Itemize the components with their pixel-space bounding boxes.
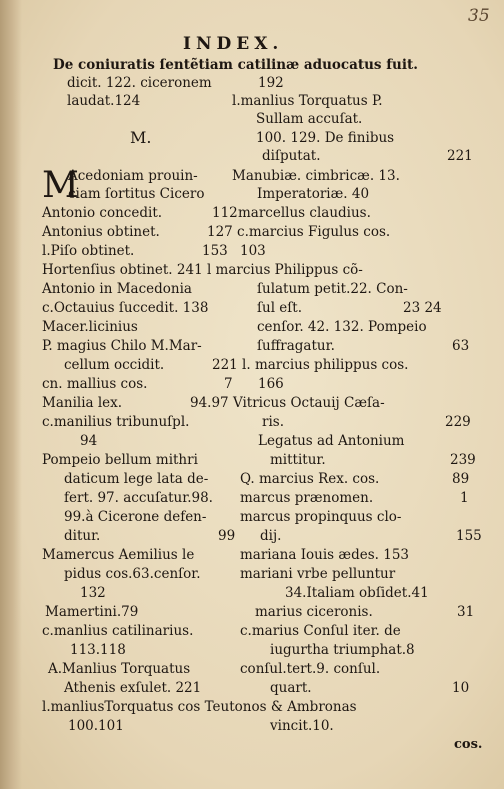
index-entry-line: l.manliusTorquatus cos Teutonos & Ambronas <box>42 699 357 715</box>
page-ref: 103 <box>240 243 266 259</box>
index-entry-line: P. magius Chilo M.Mar- <box>42 338 202 354</box>
index-entry-line: 94.97 Vitricus Octauij Cæſa- <box>190 395 385 411</box>
index-entry-line: Pompeio bellum mithri <box>42 452 198 468</box>
page-ref: 229 <box>445 414 471 430</box>
index-entry-line: ditur. <box>64 528 101 544</box>
index-entry-line: Manilia lex. <box>42 395 123 411</box>
index-entry-line: Legatus ad Antonium <box>258 433 405 449</box>
index-entry-line: 221 l. marcius philippus cos. <box>212 357 409 373</box>
page-ref: 99 <box>218 528 236 544</box>
page-ref: 192 <box>258 75 284 91</box>
index-entry-line: ſulatum petit.22. Con- <box>257 281 408 297</box>
index-entry-line: Antonio concedit. <box>42 205 163 221</box>
index-entry-line: c.manlius catilinarius. <box>42 623 194 639</box>
index-entry-line: ſul eſt. <box>257 300 303 316</box>
index-entry-line: mittitur. <box>270 452 326 468</box>
index-entry-line: ciam ſortitus Cicero <box>68 186 205 202</box>
index-entry-line: ſuffragatur. <box>257 338 335 354</box>
index-entry-line: Acedoniam prouin- <box>68 168 198 184</box>
page-ref: 89 <box>452 471 470 487</box>
index-entry-line: cellum occidit. <box>64 357 165 373</box>
index-entry-line: fert. 97. accuſatur.98. <box>64 490 213 506</box>
index-entry-line: Sullam accuſat. <box>256 111 363 127</box>
index-entry-line: marcus prænomen. <box>240 490 374 506</box>
index-entry-line: mariani vrbe pelluntur <box>240 566 396 582</box>
index-entry-line: 99.à Cicerone defen- <box>64 509 207 525</box>
index-entry-line: laudat.124 <box>67 93 141 109</box>
index-entry-line: ris. <box>262 414 284 430</box>
page-ref: 10 <box>452 680 470 696</box>
page-ref: 7 <box>224 376 233 392</box>
index-entry-line: iugurtha triumphat.8 <box>270 642 415 658</box>
page-ref: 1 <box>460 490 469 506</box>
page-ref: 94 <box>80 433 98 449</box>
catchword: cos. <box>454 737 483 752</box>
index-entry-line: l.Piſo obtinet. <box>42 243 135 259</box>
letter-section-heading: M. <box>130 128 152 147</box>
index-entry-line: Hortenſius obtinet. 241 l marcius Philippus cõ- <box>42 262 363 278</box>
page-gutter-shadow <box>0 0 22 789</box>
index-entry-line: Imperatoriæ. 40 <box>257 186 370 202</box>
page-ref: 100.101 <box>68 718 124 734</box>
page-ref: 23 24 <box>403 300 442 316</box>
index-entry-line: 100. 129. De finibus <box>256 130 395 146</box>
page-ref: 155 <box>456 528 482 544</box>
index-entry-line: quart. <box>270 680 312 696</box>
index-entry-line: dij. <box>260 528 282 544</box>
page-ref: 31 <box>457 604 475 620</box>
index-entry-line: c.marius Conſul iter. de <box>240 623 401 639</box>
index-entry-line: Antonio in Macedonia <box>42 281 192 297</box>
page-ref: 113.118 <box>70 642 126 658</box>
index-entry-line: dicit. 122. ciceronem <box>67 75 212 91</box>
page-ref: 132 <box>80 585 106 601</box>
drop-cap-initial: M <box>42 165 79 206</box>
index-entry-line: 127 c.marcius Figulus cos. <box>207 224 391 240</box>
index-entry-line: Manubiæ. cimbricæ. 13. <box>232 168 400 184</box>
index-entry-line: pidus cos.63.cenſor. <box>64 566 201 582</box>
page-ref: 63 <box>452 338 470 354</box>
index-entry-line: mariana Iouis ædes. 153 <box>240 547 409 563</box>
index-entry-line: A.Manlius Torquatus <box>48 661 191 677</box>
index-entry-line: conſul.tert.9. conſul. <box>240 661 381 677</box>
index-entry-line: cenſor. 42. 132. Pompeio <box>257 319 427 335</box>
index-entry-line: Q. marcius Rex. cos. <box>240 471 380 487</box>
index-entry-line: Macer.licinius <box>42 319 138 335</box>
index-entry-line: Antonius obtinet. <box>42 224 160 240</box>
index-entry-line: vincit.10. <box>270 718 334 734</box>
index-entry-line: l.manlius Torquatus P. <box>232 93 383 109</box>
page-ref: 239 <box>450 452 476 468</box>
index-entry-line: marcus propinquus clo- <box>240 509 402 525</box>
index-entry-line: Mamercus Aemilius le <box>42 547 195 563</box>
index-entry-line: Mamertini.79 <box>45 604 139 620</box>
index-entry-line: cn. mallius cos. <box>42 376 148 392</box>
page-ref: 166 <box>258 376 284 392</box>
index-entry-line: c.manilius tribunuſpl. <box>42 414 190 430</box>
index-entry-line: Athenis exſulet. 221 <box>64 680 202 696</box>
index-heading: INDEX. <box>183 34 284 54</box>
index-entry-line: 34.Italiam obſidet.41 <box>285 585 429 601</box>
index-entry-line: marius ciceronis. <box>255 604 373 620</box>
folio-number: 35 <box>468 6 490 26</box>
index-entry-line: c.Octauius ſuccedit. 138 <box>42 300 209 316</box>
index-entry-line: diſputat. <box>262 148 321 164</box>
index-entry-line: marcellus claudius. <box>238 205 371 221</box>
page-ref: 221 <box>447 148 473 164</box>
page-ref: 153 <box>202 243 228 259</box>
index-entry-line: De coniuratis ſentẽtiam catilinæ aduocatus fuit. <box>53 57 418 73</box>
page-ref: 112 <box>212 205 238 221</box>
index-entry-line: daticum lege lata de- <box>64 471 209 487</box>
